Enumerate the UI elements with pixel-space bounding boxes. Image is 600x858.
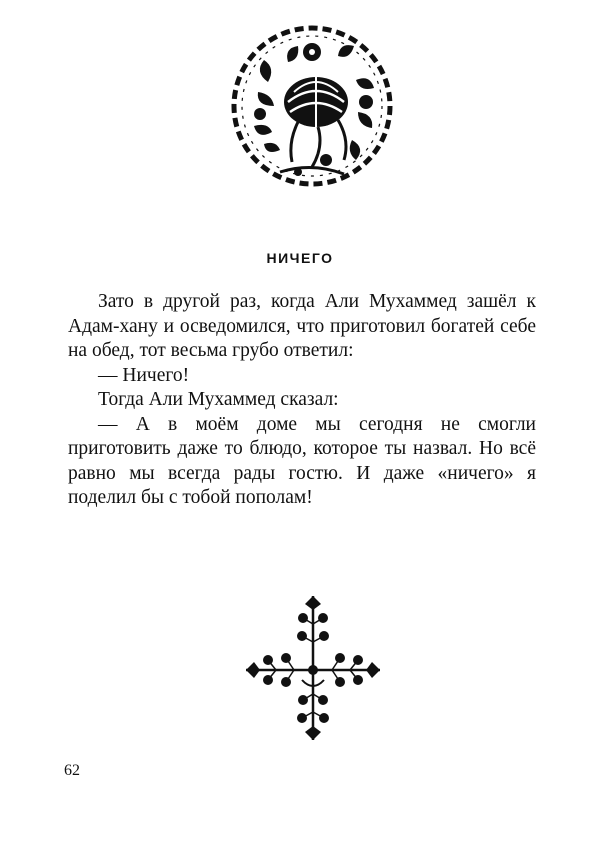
paragraph-2: — Ничего! <box>98 364 190 386</box>
story-title: НИЧЕГО <box>266 250 334 266</box>
paragraph-4: — А в моём доме мы сегодня не смогли приготовить даже то блюдо, которое ты назвал. Но всё равно мы всегда рады гостю. И даже «ничего» я поделил бы с тобой пополам! <box>68 413 536 508</box>
paragraph-1: Зато в другой раз, когда Али Мухаммед зашёл к Адам-хану и осведомился, что приготовил богатей себе на обед, тот весьма грубо ответил: <box>68 291 536 361</box>
page-number: 62 <box>64 762 80 779</box>
paragraph-3: Тогда Али Мухаммед сказал: <box>98 389 339 410</box>
story-text <box>68 290 536 511</box>
round-floral-ornament-icon <box>228 22 396 190</box>
cross-floral-ornament-icon <box>242 588 384 748</box>
